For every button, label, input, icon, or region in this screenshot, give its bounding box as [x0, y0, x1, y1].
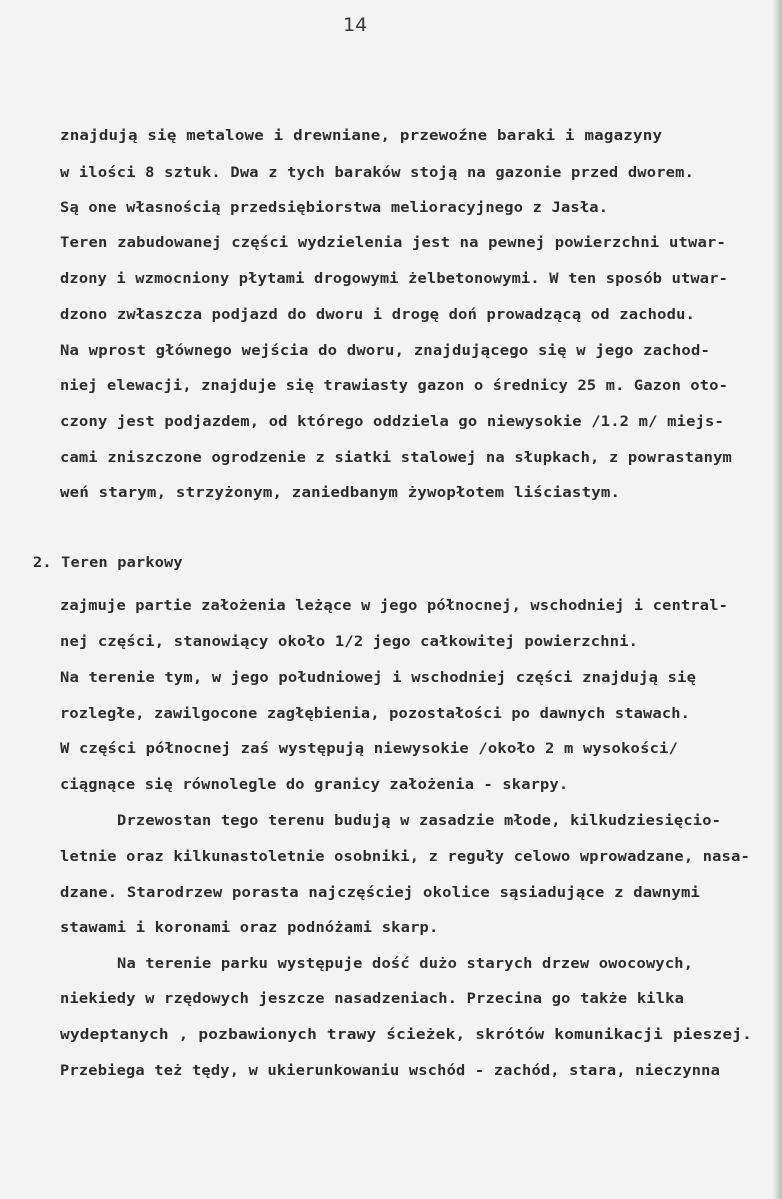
text-line: Na wprost głównego wejścia do dworu, znajdującego się w jego zachod- — [60, 342, 711, 359]
scan-edge — [772, 0, 782, 1199]
text-line: niekiedy w rzędowych jeszcze nasadzeniach. Przecina go także kilka — [60, 990, 685, 1007]
text-line: w ilości 8 sztuk. Dwa z tych baraków stoją na gazonie przed dworem. — [60, 164, 695, 181]
text-line: cami zniszczone ogrodzenie z siatki stalowej na słupkach, z powrastanym — [60, 449, 733, 466]
text-line: czony jest podjazdem, od którego oddziela go niewysokie /1.2 m/ miejs- — [60, 413, 725, 430]
text-line: dzony i wzmocniony płytami drogowymi żelbetonowymi. W ten sposób utwar- — [60, 270, 729, 287]
text-line: Drzewostan tego terenu budują w zasadzie młode, kilkudziesięcio- — [117, 812, 722, 829]
text-line: W części północnej zaś występują niewysokie /około 2 m wysokości/ — [60, 740, 679, 757]
text-line: znajdują się metalowe i drewniane, przewoźne baraki i magazyny — [60, 127, 663, 144]
text-line: nej części, stanowiący około 1/2 jego całkowitej powierzchni. — [60, 633, 639, 650]
text-line: Na terenie tym, w jego południowej i wschodniej części znajdują się — [60, 669, 697, 686]
text-line: dzono zwłaszcza podjazd do dworu i drogę doń prowadzącą od zachodu. — [60, 306, 696, 323]
text-line: letnie oraz kilkunastoletnie osobniki, z reguły celowo wprowadzane, nasa- — [60, 848, 750, 865]
text-line: Teren zabudowanej części wydzielenia jest na pewnej powierzchni utwar- — [60, 234, 727, 251]
text-line: weń starym, strzyżonym, zaniedbanym żywopłotem liściastym. — [60, 484, 621, 501]
text-line: zajmuje partie założenia leżące w jego północnej, wschodniej i central- — [60, 597, 729, 614]
text-line: rozległe, zawilgocone zagłębienia, pozostałości po dawnych stawach. — [60, 705, 691, 722]
text-line: Są one własnością przedsiębiorstwa melioracyjnego z Jasła. — [60, 199, 609, 216]
text-line: Przebiega też tędy, w ukierunkowaniu wschód - zachód, stara, nieczynna — [60, 1062, 721, 1079]
text-line: wydeptanych , pozbawionych trawy ścieżek, skrótów komunikacji pieszej. — [60, 1026, 753, 1043]
text-line: stawami i koronami oraz podnóżami skarp. — [60, 919, 439, 936]
text-line: Na terenie parku występuje dość dużo starych drzew owocowych, — [117, 955, 694, 972]
page-number: 14 — [343, 14, 368, 36]
text-line: ciągnące się równolegle do granicy założenia - skarpy. — [60, 776, 569, 793]
text-line: niej elewacji, znajduje się trawiasty gazon o średnicy 25 m. Gazon oto- — [60, 377, 729, 394]
section-heading: 2. Teren parkowy — [33, 554, 183, 571]
text-line: dzane. Starodrzew porasta najczęściej okolice sąsiadujące z dawnymi — [60, 884, 701, 901]
